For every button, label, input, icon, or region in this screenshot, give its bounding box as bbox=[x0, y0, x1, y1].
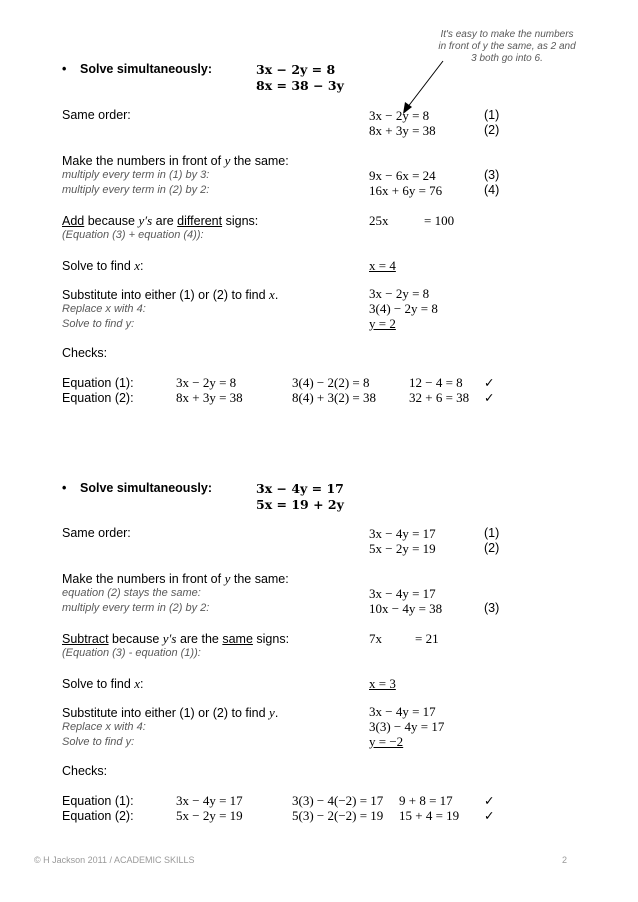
solve-x-label bbox=[62, 676, 144, 692]
op-kind: different bbox=[177, 214, 223, 228]
given-equation-b: 5x = 19 + 2y bbox=[256, 497, 344, 512]
operation-label bbox=[62, 631, 289, 647]
check-1-label: Equation (1): bbox=[62, 376, 134, 390]
replace-note: Replace x with 4: bbox=[62, 303, 146, 315]
check-1-result: 9 + 8 = 17 bbox=[399, 793, 453, 808]
equation-tag: (3) bbox=[484, 168, 500, 182]
combined-eq-left: 7x bbox=[369, 631, 382, 646]
check-1-result: 12 − 4 = 8 bbox=[409, 375, 463, 390]
solve-y-note: Solve to find y: bbox=[62, 318, 135, 330]
solve-text: Solve to find bbox=[62, 259, 135, 273]
multiply-note-1: multiply every term in (1) by 3: bbox=[62, 169, 210, 181]
solve-colon: : bbox=[140, 677, 144, 691]
solve-var: x bbox=[134, 676, 141, 691]
bullet: • bbox=[62, 62, 67, 76]
op-text: because bbox=[108, 632, 163, 646]
y-result: y = −2 bbox=[369, 734, 404, 749]
problem-heading: Solve simultaneously: bbox=[80, 62, 212, 76]
x-result: x = 4 bbox=[369, 258, 396, 273]
check-2-equation: 5x − 2y = 19 bbox=[176, 808, 243, 823]
given-equation-a: 3x − 2y = 8 bbox=[256, 62, 336, 77]
combined-eq-right: = 100 bbox=[424, 213, 455, 228]
substitute-label bbox=[62, 287, 278, 303]
check-icon: ✓ bbox=[484, 376, 495, 390]
equation-tag: (2) bbox=[484, 123, 500, 137]
multiply-note-2: multiply every term in (2) by 2: bbox=[62, 602, 210, 614]
equation-tag: (1) bbox=[484, 526, 500, 540]
op-text: because bbox=[84, 214, 139, 228]
substitute-eq-2: 3(4) − 2y = 8 bbox=[369, 301, 438, 316]
make-same-tail: the same: bbox=[230, 154, 289, 168]
check-1-label: Equation (1): bbox=[62, 794, 134, 808]
checks-label: Checks: bbox=[62, 764, 108, 778]
y-result: y = 2 bbox=[369, 316, 396, 331]
same-order-eq-1: 3x − 2y = 8 bbox=[369, 108, 430, 123]
check-icon: ✓ bbox=[484, 794, 495, 808]
make-same-text: Make the numbers in front of bbox=[62, 154, 225, 168]
x-result: x = 3 bbox=[369, 676, 396, 691]
same-order-eq-2: 8x + 3y = 38 bbox=[369, 123, 436, 138]
op-text: signs: bbox=[252, 632, 290, 646]
substitute-eq-1: 3x − 2y = 8 bbox=[369, 286, 430, 301]
check-1-equation: 3x − 4y = 17 bbox=[176, 793, 243, 808]
operation-label bbox=[62, 213, 258, 229]
make-same-tail: the same: bbox=[230, 572, 289, 586]
equation-tag: (4) bbox=[484, 183, 500, 197]
same-order-eq-1: 3x − 4y = 17 bbox=[369, 526, 436, 541]
check-2-result: 32 + 6 = 38 bbox=[409, 390, 470, 405]
check-2-label: Equation (2): bbox=[62, 809, 134, 823]
same-order-eq-2: 5x − 2y = 19 bbox=[369, 541, 436, 556]
sub-var: x bbox=[269, 287, 275, 302]
solve-var: x bbox=[134, 258, 141, 273]
operation-word: Add bbox=[62, 214, 85, 228]
check-2-substituted: 5(3) − 2(−2) = 19 bbox=[292, 808, 384, 823]
op-text: are bbox=[152, 214, 178, 228]
check-icon: ✓ bbox=[484, 809, 495, 823]
combined-eq-right: = 21 bbox=[415, 631, 439, 646]
given-equation-b: 8x = 38 − 3y bbox=[256, 78, 344, 93]
check-1-equation: 3x − 2y = 8 bbox=[176, 375, 237, 390]
multiplied-eq-1: 9x − 6x = 24 bbox=[369, 168, 436, 183]
equation-tag: (1) bbox=[484, 108, 500, 122]
op-kind: same bbox=[222, 632, 253, 646]
check-2-substituted: 8(4) + 3(2) = 38 bbox=[292, 390, 376, 405]
same-order-label: Same order: bbox=[62, 108, 131, 122]
op-text: signs: bbox=[222, 214, 259, 228]
op-text: are the bbox=[176, 632, 223, 646]
substitute-eq-1: 3x − 4y = 17 bbox=[369, 704, 436, 719]
make-same-label bbox=[62, 571, 289, 587]
operation-word: Subtract bbox=[62, 632, 109, 646]
sub-tail: . bbox=[274, 288, 279, 302]
multiplied-eq-2: 16x + 6y = 76 bbox=[369, 183, 443, 198]
solve-x-label bbox=[62, 258, 144, 274]
make-same-label bbox=[62, 153, 289, 169]
multiplied-eq-2: 10x − 4y = 38 bbox=[369, 601, 443, 616]
sub-var: y bbox=[269, 705, 275, 720]
equation-tag: (2) bbox=[484, 541, 500, 555]
check-icon: ✓ bbox=[484, 391, 495, 405]
check-1-substituted: 3(4) − 2(2) = 8 bbox=[292, 375, 370, 390]
footer-credit: © H Jackson 2011 / ACADEMIC SKILLS bbox=[34, 855, 195, 865]
multiply-note-2: multiply every term in (2) by 2: bbox=[62, 184, 210, 196]
solve-text: Solve to find bbox=[62, 677, 135, 691]
given-equation-a: 3x − 4y = 17 bbox=[256, 481, 344, 496]
operation-note: (Equation (3) + equation (4)): bbox=[62, 229, 204, 241]
check-2-result: 15 + 4 = 19 bbox=[399, 808, 460, 823]
solve-y-note: Solve to find y: bbox=[62, 736, 135, 748]
make-same-text: Make the numbers in front of bbox=[62, 572, 225, 586]
equation-tag: (3) bbox=[484, 601, 500, 615]
substitute-label bbox=[62, 705, 278, 721]
callout-line-3: 3 both go into 6. bbox=[471, 53, 543, 64]
callout-line-2: in front of y the same, as 2 and bbox=[438, 41, 576, 52]
make-same-var: y bbox=[224, 571, 231, 586]
sub-tail: . bbox=[274, 706, 279, 720]
checks-label: Checks: bbox=[62, 346, 108, 360]
op-var: y′s bbox=[162, 631, 177, 646]
make-same-var: y bbox=[224, 153, 231, 168]
sub-text: Substitute into either (1) or (2) to find bbox=[62, 706, 270, 720]
substitute-eq-2: 3(3) − 4y = 17 bbox=[369, 719, 445, 734]
problem-heading: Solve simultaneously: bbox=[80, 481, 212, 495]
same-order-label: Same order: bbox=[62, 526, 131, 540]
replace-note: Replace x with 4: bbox=[62, 721, 146, 733]
check-2-equation: 8x + 3y = 38 bbox=[176, 390, 243, 405]
op-var: y′s bbox=[138, 213, 153, 228]
solve-colon: : bbox=[140, 259, 144, 273]
check-2-label: Equation (2): bbox=[62, 391, 134, 405]
callout-line-1: It's easy to make the numbers bbox=[440, 29, 574, 40]
multiply-note-1: equation (2) stays the same: bbox=[62, 587, 201, 599]
combined-eq-left: 25x bbox=[369, 213, 389, 228]
bullet: • bbox=[62, 481, 67, 495]
multiplied-eq-1: 3x − 4y = 17 bbox=[369, 586, 436, 601]
check-1-substituted: 3(3) − 4(−2) = 17 bbox=[292, 793, 384, 808]
operation-note: (Equation (3) - equation (1)): bbox=[62, 647, 201, 659]
sub-text: Substitute into either (1) or (2) to find bbox=[62, 288, 270, 302]
page-number: 2 bbox=[562, 855, 568, 865]
